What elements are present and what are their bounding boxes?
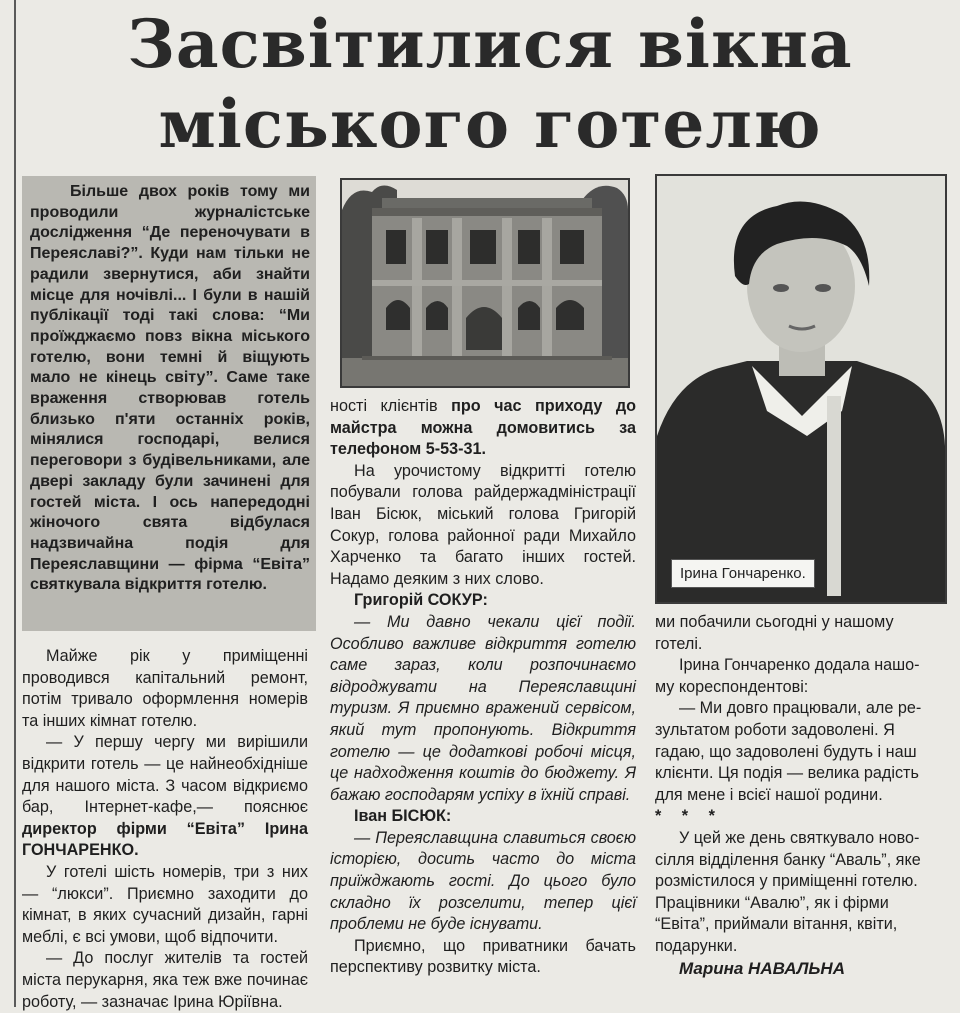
column3-line: ми побачили сьогодні у нашому <box>655 613 894 631</box>
section-separator: * * * <box>655 807 723 826</box>
column3-line: гадаю, що задоволені будуть і наш <box>655 742 917 761</box>
column3-line: розмістилося у приміщенні готелю. <box>655 872 918 891</box>
column3-line: му кореспондентові: <box>655 677 809 696</box>
quote-sokur: — Ми давно чекали цієї події. Особливо важливе відкриття готелю саме зараз, коли розпочинаємо відроджувати на Переяславщині туризм. Я приємно вражений сервісом, який тут пропонують. Відкриття готелю — це додаткові робочі місця, це надходження коштів до бюджету. Я бажаю господарям успіху в їхній справі. <box>330 612 636 804</box>
column3-line: — Ми довго працювали, але ре- <box>679 699 922 718</box>
column1-paragraph-4: — До послуг жителів та гостей міста перукарня, яка теж вже починає роботу, — зазначає Ірина Юріївна. <box>22 949 308 1011</box>
speaker-bisyuk: Іван БІСЮК: <box>354 807 452 826</box>
speaker-sokur: Григорій СОКУР: <box>354 591 488 610</box>
column2-paragraph-1 <box>330 396 636 461</box>
column3-line: зультатом роботи задоволені. Я <box>655 720 895 739</box>
column2-paragraph-1-bold: про час приходу до майстра можна домовитись за телефоном 5-53-31. <box>330 397 637 459</box>
portrait-illustration <box>657 176 945 602</box>
column2-paragraph-2: На урочистому відкритті готелю побували голова райдержадміністрації Іван Бісюк, міський голова Григорій Сокур, голова районної ради Михайло Харченко та багато інших гостей. Надамо деяким з них слово. <box>330 461 636 588</box>
column2-paragraph-last: Приємно, що приватники бачать перспективу розвитку міста. <box>330 936 636 977</box>
headline-line-2: міського готелю <box>158 85 822 163</box>
column1-paragraph-2 <box>22 732 308 862</box>
column1-paragraph-1: Майже рік у приміщенні проводився капітальний ремонт, потім тривало оформлення номерів та інших кімнат готелю. <box>22 647 308 730</box>
column3-line: сілля відділення банку “Аваль”, яке <box>655 850 921 869</box>
hotel-building-photo <box>340 178 630 388</box>
column3-line: подарунки. <box>655 936 738 955</box>
quote-bisyuk: — Переяславщина славиться своєю історією, досить часто до міста приїжджають гості. До цього було складно їх розселити, тепер цієї проблеми не буде існувати. <box>330 828 636 934</box>
article-headline <box>30 4 950 164</box>
hotel-building-illustration <box>342 180 628 386</box>
article-column-3 <box>655 612 960 979</box>
column1-paragraph-2-text: — У першу чергу ми вирішили відкрити готель — це найнеобхідніше для нашого міста. З часом відкриємо бар, Інтернет-кафе,— пояснює <box>22 733 308 817</box>
portrait-photo <box>655 174 947 604</box>
column3-line: клієнти. Ця подія — велика радість <box>655 764 919 783</box>
column3-line: Працівники “Авалю”, як і фірми <box>655 893 889 912</box>
column3-line: Ірина Гончаренко додала нашо- <box>679 656 920 675</box>
column1-paragraph-3: У готелі шість номерів, три з них — “люкси”. Приємно заходити до кімнат, в яких сучасний дизайн, гарні меблі, є всі умови, щоб відпочити. <box>22 862 308 946</box>
lead-paragraph: Більше двох років тому ми проводили журналістське дослідження “Де переночувати в Переяславі?”. Куди нам тільки не радили звернутися, аби знайти місце для ночівлі... І були в нашій публікації тоді такі слова: “Ми проїжджаємо повз вікна міського готелю, вони темні й віщують мало не кінець світу”. Саме таке враження створював готель близько п'яти останніх років, мінялися господарі, велися переговори з будівельниками, але двері закладу були зачинені для гостей міста. І ось напередодні жіночого свята відбулася надзвичайна подія для Переяславщини — фірма “Евіта” святкувала відкриття готелю. <box>30 183 310 594</box>
author-signature: Марина НАВАЛЬНА <box>679 958 845 978</box>
portrait-caption: Ірина Гончаренко. <box>671 559 815 588</box>
lead-box <box>22 176 316 631</box>
headline-line-1: Засвітилися вікна <box>127 5 853 83</box>
column3-line: для мене і всієї нашої родини. <box>655 785 883 804</box>
article-column-2 <box>330 396 636 979</box>
column-rule <box>14 0 16 1007</box>
column3-line: готелі. <box>655 634 703 653</box>
column3-line: “Евіта”, приймали вітання, квіти, <box>655 915 898 934</box>
article-column-1 <box>22 646 308 1013</box>
column3-line: У цей же день святкувало ново- <box>679 828 920 847</box>
column1-paragraph-2-bold: директор фірми “Евіта” Ірина ГОНЧАРЕНКО. <box>22 819 308 860</box>
column2-paragraph-1-text: ності клієнтів <box>330 397 452 415</box>
